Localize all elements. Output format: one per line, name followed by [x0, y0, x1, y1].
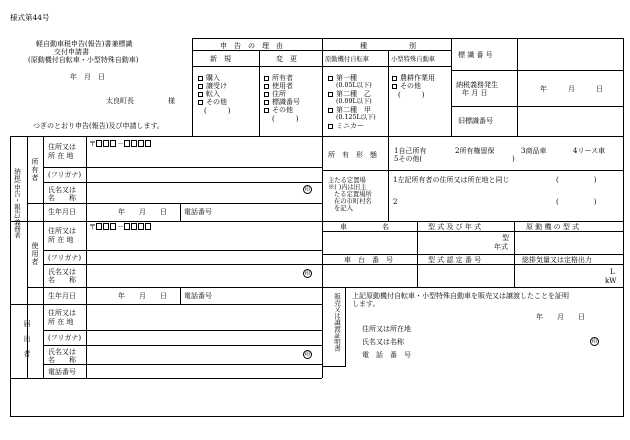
checkbox[interactable]: [264, 84, 269, 89]
storage-label-l4: 在の市町村名: [334, 198, 372, 205]
ownership-label: 所 有 形 態: [328, 151, 377, 159]
rule: [514, 221, 515, 287]
intro-text: つぎのとおり申告(報告)及び申請します。: [33, 122, 164, 130]
chassis-label: 車 台 番 号: [344, 256, 393, 264]
rule: [345, 287, 346, 367]
rule: [322, 231, 623, 232]
addressee-suffix: 様: [168, 97, 175, 105]
ownership-opt2[interactable]: 2所有権留保: [455, 147, 495, 155]
type-moped-item[interactable]: 第二種 甲: [328, 106, 371, 114]
rule: [451, 106, 623, 107]
certificate-label: 販売又は譲渡証明書: [333, 293, 341, 352]
form-title-line1: 軽自動車税申告(報告)書兼標識: [36, 40, 133, 48]
checkbox[interactable]: [328, 108, 333, 113]
reason-new-item[interactable]: 購入: [198, 74, 220, 82]
cert-number-label: 型 式 認 定 番 号: [428, 256, 482, 264]
form-date: 年 月 日: [70, 73, 105, 81]
owner-birth-label: 生年月日: [48, 208, 76, 216]
vehicle-model-label: 型 式 及 び 年 式: [428, 223, 482, 231]
checkbox[interactable]: [328, 92, 333, 97]
checkbox[interactable]: [198, 84, 203, 89]
certificate-seal-mark: 印: [591, 338, 598, 345]
rule: [192, 38, 624, 39]
tax-date-label-l2: 年 月 日: [462, 89, 488, 97]
reason-change-item[interactable]: 標識番号: [264, 98, 300, 106]
rule: [180, 203, 181, 221]
checkbox[interactable]: [264, 100, 269, 105]
displacement-label: 総排気量又は定格出力: [522, 256, 592, 264]
rule: [322, 221, 623, 222]
checkbox[interactable]: [328, 76, 333, 81]
rule: [259, 50, 260, 136]
storage-label-l1: 主たる定置場: [328, 177, 366, 184]
owner-address-label-l2: 所 在 地: [48, 152, 74, 160]
type-moped-note: (0.125L以下): [336, 114, 376, 121]
rule: [388, 136, 389, 221]
rule: [180, 287, 181, 304]
rule: [43, 330, 322, 331]
type-moped-label: 原動機付自転車: [325, 56, 370, 63]
rule: [10, 304, 322, 305]
owner-name-label-l1: 氏名又は: [48, 186, 76, 194]
storage-opt2[interactable]: 2: [393, 198, 398, 206]
owner-label: 所有者: [31, 158, 39, 182]
reason-change-item[interactable]: 住所: [264, 90, 286, 98]
submitter-name-label-l2: 名 称: [48, 356, 76, 364]
reason-new-item[interactable]: その他: [198, 98, 227, 106]
rule: [43, 345, 322, 346]
rule: [43, 136, 44, 379]
rule: [192, 66, 451, 67]
user-seal-mark: 印: [304, 270, 311, 277]
unit-kw: kW: [605, 277, 617, 285]
user-zip-field[interactable]: 〒 －: [89, 223, 152, 231]
rule: [192, 38, 193, 136]
type-header: 種 別: [360, 42, 416, 50]
checkbox[interactable]: [264, 92, 269, 97]
checkbox[interactable]: [198, 100, 203, 105]
reason-change-label: 変 更: [276, 55, 297, 63]
certificate-phone-label: 電 話 番 号: [362, 351, 411, 359]
storage-label-l3: たる定置場所: [334, 191, 372, 198]
tax-date-value: 年 月 日: [540, 85, 603, 93]
user-name-label-l1: 氏名又は: [48, 268, 76, 276]
rule: [43, 250, 322, 251]
checkbox[interactable]: [264, 108, 269, 113]
reason-change-item[interactable]: 所有者: [264, 74, 293, 82]
year-unit: 年式: [494, 243, 508, 251]
reason-new-label: 新 規: [210, 55, 231, 63]
ownership-opt4[interactable]: 4リース車: [573, 147, 606, 155]
form-title-line2: 交付申請書: [54, 48, 89, 56]
rule: [10, 378, 11, 417]
addressee: 太良町長: [106, 97, 134, 105]
rule: [27, 287, 322, 288]
model-unit: 型: [502, 234, 509, 242]
type-moped-item[interactable]: 第二種 乙: [328, 90, 371, 98]
user-name-label-l2: 名 称: [48, 276, 76, 284]
rule: [388, 50, 389, 136]
rule: [10, 221, 322, 222]
type-special-paren: ( ): [398, 91, 425, 99]
rule: [86, 136, 87, 379]
rule: [192, 50, 451, 51]
rule: [322, 264, 623, 265]
form-number: 様式第44号: [10, 13, 50, 22]
certificate-name-label: 氏名又は名称: [362, 338, 404, 346]
unit-liter: L: [610, 268, 615, 276]
reason-change-item[interactable]: その他: [264, 106, 293, 114]
rule: [322, 38, 323, 136]
user-phone-label: 電話番号: [184, 292, 212, 300]
submitter-name-label-l1: 氏名又は: [48, 348, 76, 356]
checkbox[interactable]: [198, 92, 203, 97]
certificate-address-label: 住所又は所在地: [362, 325, 411, 333]
ownership-opt5-close: ): [512, 155, 515, 163]
submitter-address-label-l1: 住所又は: [48, 309, 76, 317]
rule: [322, 287, 623, 288]
submitter-label: 届出者: [23, 320, 31, 365]
storage-label-l5: を記入: [334, 205, 353, 212]
checkbox[interactable]: [198, 76, 203, 81]
submitter-address-label-l2: 所 在 地: [48, 318, 74, 326]
owner-furigana-label: (フリガナ): [48, 171, 82, 179]
type-moped-item[interactable]: ミニカー: [328, 122, 364, 130]
tax-date-label-l1: 納税義務発生: [456, 81, 498, 89]
rule: [43, 167, 322, 168]
rule: [322, 254, 623, 255]
checkbox[interactable]: [264, 76, 269, 81]
rule: [43, 364, 322, 365]
submitter-furigana-label: (フリガナ): [48, 334, 82, 342]
engine-model-label: 原 動 機 の 型 式: [526, 223, 580, 231]
checkbox[interactable]: [328, 124, 333, 129]
submitter-seal-mark: 印: [304, 351, 311, 358]
type-special-item[interactable]: 農耕作業用: [392, 74, 435, 82]
reason-change-paren: ( ): [272, 115, 299, 123]
storage-opt1[interactable]: 1左記所有者の住所又は所在地と同じ: [393, 176, 510, 184]
old-plate-label: 旧標識番号: [458, 117, 493, 125]
rule: [451, 38, 452, 136]
rule: [451, 70, 623, 71]
rule: [43, 182, 322, 183]
user-birth-value: 年 月 日: [118, 292, 167, 300]
checkbox[interactable]: [392, 76, 397, 81]
storage-label-l2: ※( )内は旧主: [328, 184, 367, 191]
user-furigana-label: (フリガナ): [48, 254, 82, 262]
checkbox[interactable]: [392, 84, 397, 89]
reason-header: 申 告 の 理 由: [220, 42, 283, 50]
certificate-date: 年 月 日: [536, 313, 585, 321]
rule: [10, 136, 624, 137]
ownership-opt1[interactable]: 1自己所有: [394, 147, 427, 155]
owner-birth-value: 年 月 日: [118, 208, 167, 216]
certificate-text-l1: 上記原動機付自転車・小型特殊自動車を販売又は譲渡したことを証明: [352, 292, 569, 300]
rule: [10, 416, 624, 417]
type-moped-note: (0.09L以下): [336, 98, 372, 105]
reason-new-item[interactable]: 転入: [198, 90, 220, 98]
type-moped-note: (0.05L以下): [336, 82, 372, 89]
ownership-opt5[interactable]: 5その他(: [394, 155, 423, 163]
rule: [517, 38, 518, 136]
rule: [322, 136, 323, 378]
rule: [322, 366, 346, 367]
plate-number-label: 標 識 番 号: [458, 51, 493, 59]
owner-address-label-l1: 住所又は: [48, 143, 76, 151]
form-title-line3: (原動機付自転車・小型特殊自動車): [28, 56, 139, 64]
storage-opt1-paren: ( ): [556, 176, 597, 184]
reason-new-paren: ( ): [204, 107, 231, 115]
rule: [43, 264, 322, 265]
ownership-opt3[interactable]: 3商品車: [521, 147, 547, 155]
type-special-item[interactable]: その他: [392, 82, 421, 90]
storage-opt2-paren: ( ): [556, 198, 597, 206]
owner-phone-label: 電話番号: [184, 208, 212, 216]
user-birth-label: 生年月日: [48, 292, 76, 300]
rule: [417, 221, 418, 287]
reason-change-item[interactable]: 使用者: [264, 82, 293, 90]
owner-name-label-l2: 名 称: [48, 194, 76, 202]
certificate-text-l2: します。: [352, 300, 380, 308]
taxpayer-group-label: 納税(申告・報告)義務者: [13, 168, 21, 239]
user-address-label-l1: 住所又は: [48, 227, 76, 235]
rule: [27, 203, 322, 204]
rule: [10, 136, 11, 379]
user-label: 使用者: [31, 242, 39, 266]
type-moped-item[interactable]: 第一種: [328, 74, 357, 82]
type-special-label: 小型特殊自動車: [391, 56, 436, 63]
rule: [10, 378, 322, 379]
submitter-phone-label: 電話番号: [48, 368, 76, 376]
owner-seal-mark: 印: [304, 186, 311, 193]
owner-zip-field[interactable]: 〒 －: [89, 140, 152, 148]
vehicle-name-label: 車 名: [340, 223, 389, 231]
reason-new-item[interactable]: 譲受け: [198, 82, 227, 90]
user-address-label-l2: 所 在 地: [48, 236, 74, 244]
rule: [322, 170, 623, 171]
rule: [623, 38, 624, 417]
